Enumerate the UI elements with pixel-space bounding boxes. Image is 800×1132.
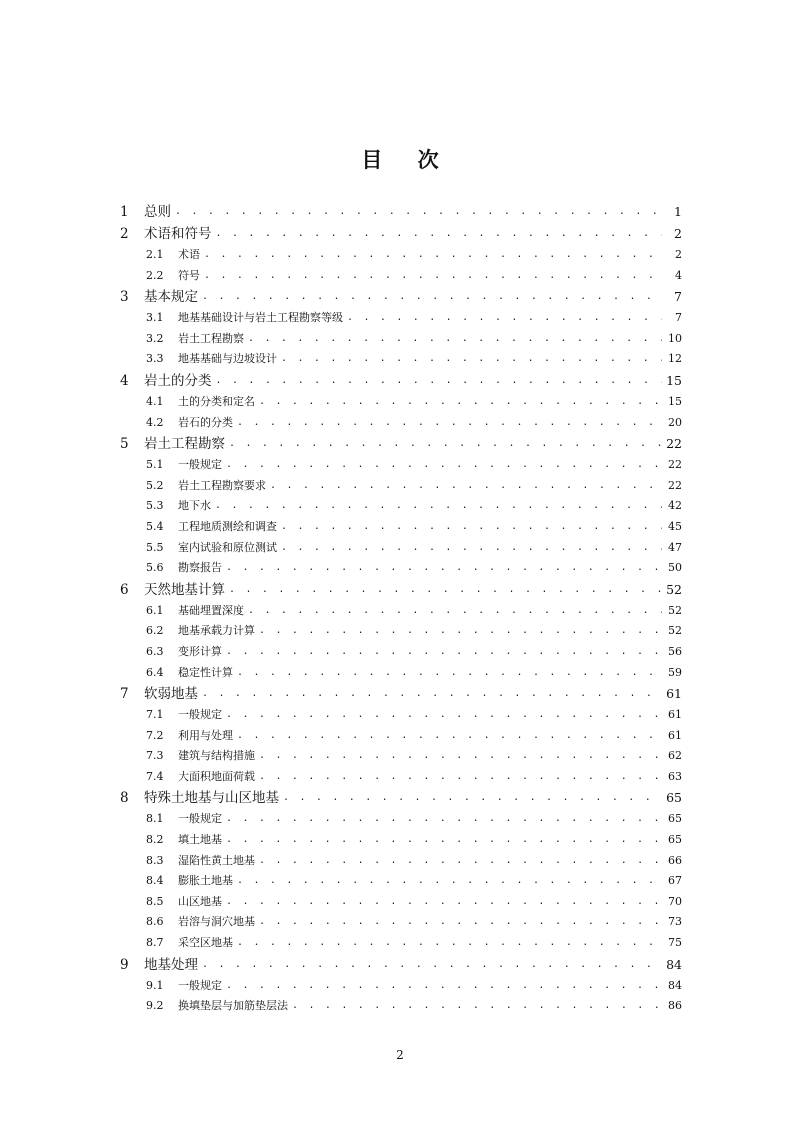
toc-dot-leader bbox=[270, 476, 662, 497]
toc-entry-number: 3.3 bbox=[146, 352, 164, 366]
toc-entry-number: 9 bbox=[120, 956, 129, 973]
toc-dot-leader bbox=[259, 392, 662, 413]
toc-entry-page: 84 bbox=[666, 956, 682, 972]
toc-entry-number: 9.1 bbox=[146, 978, 164, 992]
toc-dot-leader bbox=[216, 370, 663, 392]
toc-dot-leader bbox=[229, 579, 662, 601]
toc-entry-title: 地基基础与边坡设计 bbox=[178, 352, 277, 366]
toc-section-entry bbox=[120, 705, 682, 726]
toc-entry-number: 8.3 bbox=[146, 853, 164, 867]
toc-entry-title: 基础埋置深度 bbox=[178, 603, 244, 617]
toc-entry-title: 工程地质测绘和调查 bbox=[178, 519, 277, 533]
toc-entry-page: 45 bbox=[668, 519, 682, 533]
toc-entry-title: 特殊土地基与山区地基 bbox=[144, 790, 279, 807]
toc-entry-title: 地下水 bbox=[178, 499, 211, 513]
toc-chapter-entry bbox=[120, 683, 682, 705]
toc-chapter-entry bbox=[120, 954, 682, 976]
toc-entry-page: 52 bbox=[668, 603, 682, 617]
toc-section-entry bbox=[120, 851, 682, 872]
toc-title: 目 次 bbox=[361, 147, 453, 172]
toc-entry-page: 65 bbox=[666, 790, 682, 806]
toc-section-entry bbox=[120, 517, 682, 538]
toc-entry-title: 岩土工程勘察要求 bbox=[178, 478, 266, 492]
toc-entry-number: 8.6 bbox=[146, 915, 164, 929]
toc-section-entry bbox=[120, 538, 682, 559]
toc-entry-number: 5.3 bbox=[146, 499, 164, 513]
toc-dot-leader bbox=[204, 245, 662, 266]
toc-dot-leader bbox=[216, 223, 663, 245]
toc-entry-page: 50 bbox=[668, 561, 682, 575]
toc-dot-leader bbox=[259, 621, 662, 642]
toc-entry-page: 22 bbox=[666, 436, 682, 452]
toc-entry-title: 膨胀土地基 bbox=[178, 874, 233, 888]
toc-entry-title: 岩溶与洞穴地基 bbox=[178, 915, 255, 929]
toc-entry-number: 8.4 bbox=[146, 874, 164, 888]
toc-chapter-entry bbox=[120, 433, 682, 455]
toc-dot-leader bbox=[283, 787, 662, 809]
toc-dot-leader bbox=[281, 517, 662, 538]
toc-entry-title: 一般规定 bbox=[178, 978, 222, 992]
toc-entry-page: 61 bbox=[666, 686, 682, 702]
toc-entry-page: 20 bbox=[668, 415, 682, 429]
toc-entry-number: 8.1 bbox=[146, 812, 164, 826]
toc-entry-title: 稳定性计算 bbox=[178, 665, 233, 679]
toc-entry-title: 总则 bbox=[144, 204, 171, 220]
toc-entry-number: 1 bbox=[120, 204, 129, 220]
toc-entry-title: 土的分类和定名 bbox=[178, 394, 255, 408]
toc-entry-page: 66 bbox=[668, 853, 682, 867]
toc-section-entry bbox=[120, 308, 682, 329]
toc-chapter-entry bbox=[120, 286, 682, 308]
toc-dot-leader bbox=[292, 996, 662, 1017]
toc-entry-number: 8 bbox=[120, 790, 129, 807]
toc-entry-page: 52 bbox=[666, 581, 682, 597]
toc-entry-page: 10 bbox=[668, 331, 682, 345]
toc-dot-leader bbox=[204, 266, 662, 287]
toc-entry-page: 62 bbox=[668, 749, 682, 763]
toc-dot-leader bbox=[248, 601, 662, 622]
toc-section-entry bbox=[120, 496, 682, 517]
toc-entry-title: 地基承载力计算 bbox=[178, 624, 255, 638]
toc-entry-page: 15 bbox=[666, 372, 682, 388]
toc-dot-leader bbox=[259, 912, 662, 933]
toc-entry-number: 7 bbox=[120, 686, 129, 703]
toc-section-entry bbox=[120, 809, 682, 830]
toc-entry-page: 61 bbox=[668, 728, 682, 742]
toc-entry-title: 基本规定 bbox=[144, 289, 198, 306]
toc-entry-number: 6.2 bbox=[146, 624, 164, 638]
toc-dot-leader bbox=[237, 726, 662, 747]
toc-section-entry bbox=[120, 746, 682, 767]
toc-entry-title: 山区地基 bbox=[178, 894, 222, 908]
toc-chapter-entry bbox=[120, 579, 682, 601]
toc-entry-number: 5.1 bbox=[146, 458, 164, 472]
toc-entry-title: 术语和符号 bbox=[144, 226, 212, 242]
toc-entry-page: 59 bbox=[668, 665, 682, 679]
toc-entry-page: 22 bbox=[668, 478, 682, 492]
toc-section-entry bbox=[120, 726, 682, 747]
table-of-contents bbox=[120, 201, 682, 1017]
toc-entry-page: 61 bbox=[668, 708, 682, 722]
toc-entry-title: 变形计算 bbox=[178, 644, 222, 658]
toc-dot-leader bbox=[202, 683, 662, 705]
toc-entry-number: 7.3 bbox=[146, 749, 164, 763]
toc-section-entry bbox=[120, 266, 682, 287]
toc-entry-page: 2 bbox=[674, 226, 682, 241]
toc-entry-number: 5.6 bbox=[146, 561, 164, 575]
toc-section-entry bbox=[120, 558, 682, 579]
toc-dot-leader bbox=[226, 455, 662, 476]
toc-entry-number: 4.2 bbox=[146, 415, 164, 429]
toc-chapter-entry bbox=[120, 370, 682, 392]
toc-entry-number: 4.1 bbox=[146, 394, 164, 408]
toc-entry-title: 建筑与结构措施 bbox=[178, 749, 255, 763]
toc-entry-number: 2 bbox=[120, 226, 129, 242]
toc-entry-number: 4 bbox=[120, 372, 129, 389]
toc-entry-title: 岩石的分类 bbox=[178, 415, 233, 429]
toc-dot-leader bbox=[226, 705, 662, 726]
toc-dot-leader bbox=[202, 954, 662, 976]
toc-entry-title: 地基基础设计与岩土工程勘察等级 bbox=[178, 311, 343, 325]
toc-entry-title: 一般规定 bbox=[178, 458, 222, 472]
toc-entry-number: 5 bbox=[120, 436, 129, 453]
toc-entry-page: 7 bbox=[675, 311, 682, 325]
toc-dot-leader bbox=[259, 851, 662, 872]
toc-chapter-entry bbox=[120, 787, 682, 809]
toc-entry-title: 岩土工程勘察 bbox=[178, 331, 244, 345]
toc-entry-page: 15 bbox=[668, 394, 682, 408]
toc-dot-leader bbox=[237, 871, 662, 892]
toc-dot-leader bbox=[202, 286, 662, 308]
toc-entry-number: 3 bbox=[120, 289, 129, 306]
toc-entry-page: 22 bbox=[668, 458, 682, 472]
toc-entry-title: 岩土工程勘察 bbox=[144, 436, 225, 453]
toc-entry-number: 8.2 bbox=[146, 833, 164, 847]
page-number: 2 bbox=[396, 1048, 404, 1062]
toc-entry-page: 12 bbox=[668, 352, 682, 366]
toc-entry-title: 利用与处理 bbox=[178, 728, 233, 742]
toc-entry-title: 术语 bbox=[178, 248, 200, 261]
toc-dot-leader bbox=[226, 976, 662, 997]
toc-entry-number: 3.2 bbox=[146, 331, 164, 345]
toc-section-entry bbox=[120, 476, 682, 497]
toc-entry-number: 7.4 bbox=[146, 769, 164, 783]
toc-entry-title: 软弱地基 bbox=[144, 686, 198, 703]
toc-dot-leader bbox=[237, 663, 662, 684]
toc-entry-title: 符号 bbox=[178, 268, 200, 282]
toc-entry-title: 室内试验和原位测试 bbox=[178, 540, 277, 554]
toc-entry-title: 填土地基 bbox=[178, 833, 222, 847]
toc-entry-number: 7.2 bbox=[146, 728, 164, 742]
toc-entry-title: 采空区地基 bbox=[178, 936, 233, 950]
toc-section-entry bbox=[120, 329, 682, 350]
toc-dot-leader bbox=[237, 413, 662, 434]
toc-section-entry bbox=[120, 767, 682, 788]
toc-dot-leader bbox=[226, 830, 662, 851]
toc-entry-page: 63 bbox=[668, 769, 682, 783]
toc-entry-number: 2.2 bbox=[146, 268, 164, 282]
toc-section-entry bbox=[120, 392, 682, 413]
toc-dot-leader bbox=[226, 558, 662, 579]
toc-section-entry bbox=[120, 996, 682, 1017]
toc-entry-page: 65 bbox=[668, 812, 682, 826]
toc-section-entry bbox=[120, 663, 682, 684]
toc-entry-page: 7 bbox=[674, 289, 682, 305]
toc-entry-page: 70 bbox=[668, 894, 682, 908]
toc-dot-leader bbox=[259, 746, 662, 767]
toc-section-entry bbox=[120, 245, 682, 266]
toc-entry-page: 73 bbox=[668, 915, 682, 929]
toc-entry-page: 67 bbox=[668, 874, 682, 888]
toc-section-entry bbox=[120, 349, 682, 370]
toc-entry-page: 75 bbox=[668, 936, 682, 950]
toc-section-entry bbox=[120, 621, 682, 642]
toc-section-entry bbox=[120, 601, 682, 622]
toc-section-entry bbox=[120, 892, 682, 913]
toc-dot-leader bbox=[248, 329, 662, 350]
toc-entry-title: 大面积地面荷载 bbox=[178, 769, 255, 783]
toc-entry-page: 1 bbox=[674, 204, 682, 219]
toc-entry-page: 56 bbox=[668, 644, 682, 658]
toc-section-entry bbox=[120, 455, 682, 476]
toc-entry-page: 86 bbox=[668, 999, 682, 1013]
toc-entry-number: 6 bbox=[120, 581, 129, 598]
toc-entry-title: 一般规定 bbox=[178, 812, 222, 826]
toc-dot-leader bbox=[175, 201, 662, 223]
toc-entry-title: 一般规定 bbox=[178, 708, 222, 722]
toc-dot-leader bbox=[281, 349, 662, 370]
toc-section-entry bbox=[120, 413, 682, 434]
toc-entry-number: 6.4 bbox=[146, 665, 164, 679]
toc-dot-leader bbox=[259, 767, 662, 788]
toc-entry-number: 8.5 bbox=[146, 894, 164, 908]
toc-section-entry bbox=[120, 912, 682, 933]
toc-entry-page: 52 bbox=[668, 624, 682, 638]
toc-entry-title: 换填垫层与加筋垫层法 bbox=[178, 999, 288, 1013]
toc-section-entry bbox=[120, 933, 682, 954]
toc-entry-page: 84 bbox=[668, 978, 682, 992]
toc-entry-page: 4 bbox=[675, 268, 682, 282]
toc-dot-leader bbox=[226, 809, 662, 830]
toc-entry-number: 5.4 bbox=[146, 519, 164, 533]
toc-entry-page: 42 bbox=[668, 499, 682, 513]
toc-dot-leader bbox=[347, 308, 662, 329]
toc-entry-number: 6.1 bbox=[146, 603, 164, 617]
toc-dot-leader bbox=[237, 933, 662, 954]
toc-entry-number: 7.1 bbox=[146, 708, 164, 722]
toc-dot-leader bbox=[226, 892, 662, 913]
toc-section-entry bbox=[120, 871, 682, 892]
toc-dot-leader bbox=[281, 538, 662, 559]
toc-entry-page: 2 bbox=[675, 248, 682, 261]
toc-section-entry bbox=[120, 830, 682, 851]
toc-entry-number: 9.2 bbox=[146, 999, 164, 1013]
toc-section-entry bbox=[120, 976, 682, 997]
toc-entry-page: 65 bbox=[668, 833, 682, 847]
toc-entry-page: 47 bbox=[668, 540, 682, 554]
toc-dot-leader bbox=[215, 496, 662, 517]
toc-entry-number: 5.5 bbox=[146, 540, 164, 554]
toc-dot-leader bbox=[229, 433, 662, 455]
toc-entry-number: 5.2 bbox=[146, 478, 164, 492]
toc-chapter-entry bbox=[120, 201, 682, 223]
toc-section-entry bbox=[120, 642, 682, 663]
toc-entry-number: 2.1 bbox=[146, 248, 164, 261]
toc-entry-title: 地基处理 bbox=[144, 956, 198, 973]
toc-entry-title: 湿陷性黄土地基 bbox=[178, 853, 255, 867]
toc-entry-title: 岩土的分类 bbox=[144, 372, 212, 389]
toc-entry-number: 8.7 bbox=[146, 936, 164, 950]
toc-dot-leader bbox=[226, 642, 662, 663]
toc-entry-title: 勘察报告 bbox=[178, 561, 222, 575]
toc-entry-number: 6.3 bbox=[146, 644, 164, 658]
toc-entry-number: 3.1 bbox=[146, 311, 164, 325]
toc-entry-title: 天然地基计算 bbox=[144, 581, 225, 598]
toc-chapter-entry bbox=[120, 223, 682, 245]
